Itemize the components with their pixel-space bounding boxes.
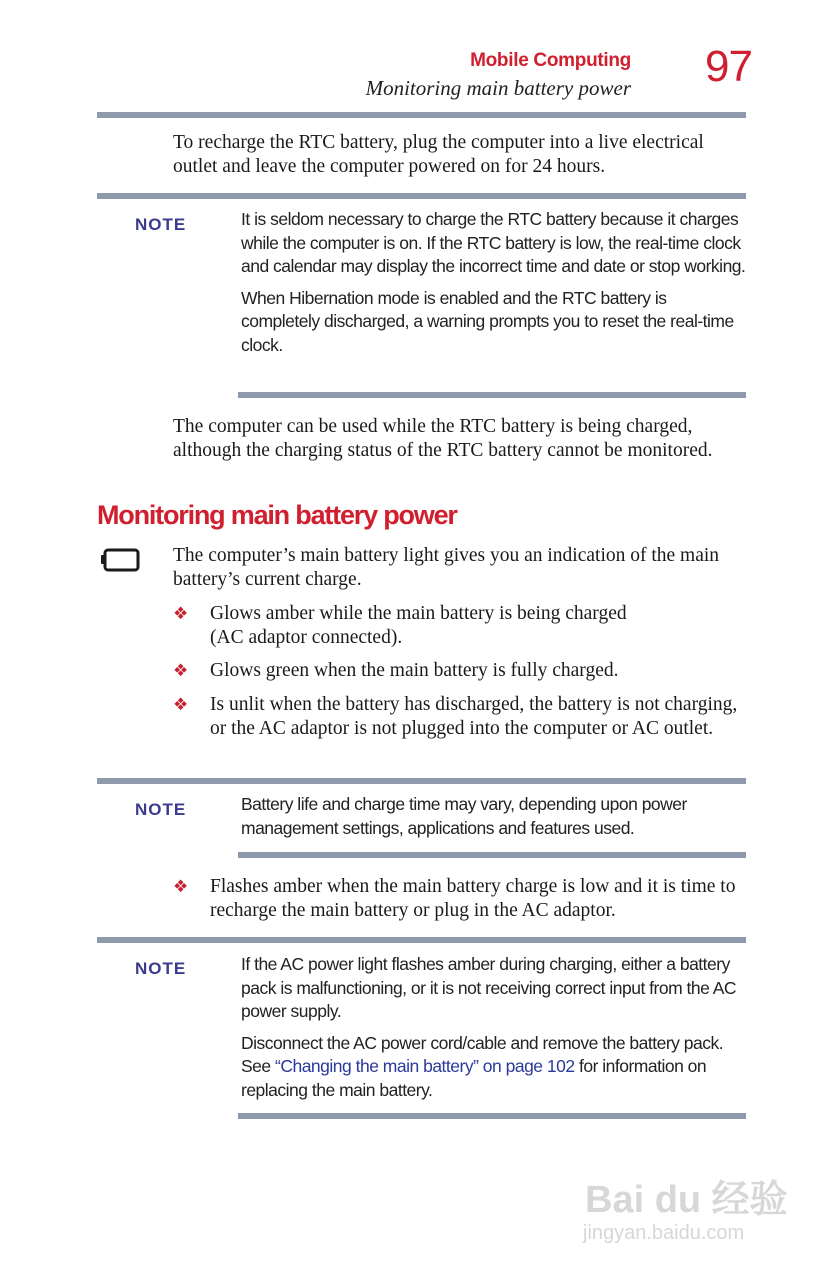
note3-top-rule: [97, 937, 746, 943]
bullet-icon: ❖: [173, 661, 189, 680]
note2-label: NOTE: [135, 800, 187, 819]
note1-label: NOTE: [135, 215, 187, 234]
list-item: [173, 875, 746, 922]
bullet-icon: ❖: [173, 877, 189, 896]
section-intro: The computer’s main battery light gives you an indication of the main battery’s current charge.: [173, 545, 720, 590]
note2-bottom-rule: [238, 852, 746, 858]
bullet-1-line-1: Glows amber while the main battery is being charged: [210, 603, 627, 624]
note3-paragraph-2: [241, 1032, 746, 1103]
watermark-logo: Bai du 经验: [585, 1179, 788, 1221]
note3-bottom-rule: [238, 1113, 746, 1119]
note1-paragraph-2: When Hibernation mode is enabled and the RTC battery is completely discharged, a warning prompts you to reset the real-time clock.: [241, 287, 734, 355]
battery-icon: [100, 548, 140, 572]
header-rule: [97, 112, 746, 118]
note1-paragraph-1: It is seldom necessary to charge the RTC battery because it charges while the computer is on. If the RTC battery is low, the real-time clock and calendar may display the incorrect time and date or stop working.: [241, 209, 746, 276]
page-number: 97: [705, 42, 752, 91]
list-item: [173, 602, 746, 649]
note2-top-rule: [97, 778, 746, 784]
note2-body: [241, 793, 721, 848]
bullet-icon: ❖: [173, 695, 189, 714]
note1-bottom-rule: [238, 392, 746, 398]
bullet-3-text: Is unlit when the battery has discharged, the battery is not charging, or the AC adaptor is not plugged into the computer or AC outlet.: [210, 694, 738, 739]
intro-paragraph: [173, 131, 753, 178]
intro-line-2: outlet and leave the computer powered on for 24 hours.: [173, 155, 606, 177]
note3-text-after: for information on replacing the main battery.: [241, 1056, 707, 1100]
chapter-title: Mobile Computing: [470, 50, 631, 71]
note3-label: NOTE: [135, 959, 187, 978]
list-item: [173, 659, 746, 683]
bullet-1-line-2: (AC adaptor connected).: [210, 626, 403, 648]
changing-battery-link[interactable]: “Changing the main battery” on page 102: [275, 1056, 575, 1076]
watermark-url: jingyan.baidu.com: [583, 1222, 745, 1244]
bullet-icon: ❖: [173, 604, 189, 623]
section-subtitle: Monitoring main battery power: [365, 76, 631, 100]
note1-body: [241, 208, 746, 365]
note3-body: [241, 953, 746, 1110]
note3-text-before: Disconnect the AC power cord/cable and remove the battery pack. See: [241, 1032, 724, 1076]
intro-line-1: To recharge the RTC battery, plug the computer into a live electrical: [173, 132, 704, 153]
bullet-2-text: Glows green when the main battery is fully charged.: [210, 660, 619, 681]
bullet-4-text: Flashes amber when the main battery charge is low and it is time to recharge the main battery or plug in the AC adaptor.: [210, 876, 736, 921]
list-item: [173, 693, 746, 740]
note1-top-rule: [97, 193, 746, 199]
note2-paragraph: Battery life and charge time may vary, depending upon power management settings, applications and features used.: [241, 794, 687, 838]
paragraph-2: The computer can be used while the RTC battery is being charged, although the charging status of the RTC battery cannot be monitored.: [173, 416, 713, 461]
section-heading: Monitoring main battery power: [97, 500, 457, 530]
note3-paragraph-1: If the AC power light flashes amber during charging, either a battery pack is malfunctioning, or it is not receiving correct input from the AC power supply.: [241, 954, 737, 1021]
